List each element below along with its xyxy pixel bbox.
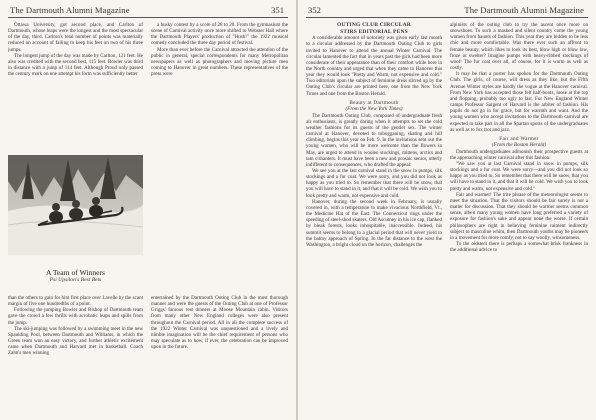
paragraph: Hanover, during the second week in February, is usually covered in, with a temperature to make vivacious Northfield, Vt., the Medicine Hat of the East. The Connecticut rings under the speeding of steel-shod skaters. Old Ascutney in his ice cap, flanked by bleak forests, looks inhospitable, inaccessible. Indeed, his summit seems to belong to a glacial period that will never yield to the balmy approach of Spring. In the far distance to the west the Washington, a bright cloud on the horizon, challenges the: [306, 198, 442, 248]
paragraph: More than ever before the Carnival attracted the attention of the public in general, special correspondents for many Metropolitan newspapers as well as photographers and moving picture men coming to Hanover in great numbers. These representatives of the press were: [151, 46, 288, 78]
caption-title: A Team of Winners: [46, 268, 105, 277]
paragraph: alpinists of the outing club to try the ascent once more on snowshoes. To such a masked and silent country come the young women from haunts of fashion. This year they are bidden to be less chic and more comfortable. Was there ever such an affront to female beauty, which likes to look its best, blow high or blow low, froze or swelter? Imagine pumps with heavy-ribbed stockings of wool! The fur coat over all, of course, for it is warm as well as costly.: [450, 22, 588, 72]
paragraph: It may be that a poster has spoken for the Dartmouth Outing Club. The girls, of course, will dress as they like, but the Fifth Avenue Winter styles are hardly the vogue at the Hanover carnival. From New York has accepted those felt half-boots, loose at the top and flopping, probably too ugly to last. For New England Winter camps Professor Sargent of Harvard is the arbiter of fashion. His pupils do not go in for grace, but for warmth and want. And the young women who accept invitations to the Dartmouth carnival are expected to take part in all the Spartan sports of the undergraduates as well as to fox trot and jazz.: [450, 71, 588, 133]
right-col2: [450, 22, 588, 416]
right-page-number: 352: [308, 5, 321, 15]
paragraph: Ottawa University, got second place, and Carlton of Dartmouth, whose leaps were the longest and the most spectacular of the day, third. Carlton's total number of points was materially reduced on account of failing to keep his feet on two of his three jumps.: [8, 22, 143, 53]
left-col1-top: [8, 22, 143, 150]
paragraph: Dartmouth undergraduates admonish their prospective guests at the approaching winter carnival after this fashion:: [450, 148, 588, 161]
left-col2-top: [151, 22, 288, 150]
paragraph: The Dartmouth Outing Club, composed of undergraduate fresh air enthusiasts, is greatly daring when it attempts to set the cold weather fashions for its guests of the gentler sex. The winter carnival at Hanover, devoted to tobogganing, skating and hill climbing, begins this year on Feb. 9. In the invitations sent out the young women, who will be more welcome than the flowers in May, are urged to attend in woolen stockings, mittens, arctics and tam o'shanters. It must have been a new and prosaic senior, utterly indifferent to consequences, who drafted the appeal:: [306, 112, 442, 168]
paragraph: We see you at the last carnival stand in the snow in pumps, silk stockings and a fur coat. We were sorry, and you did not look as happy as you tried to. So remember that there will be snow, that you will have to stand in it, and that it will be cold. We wish you to look pretty and warm, not expensive and cold.: [306, 167, 442, 199]
photo-caption: [8, 268, 143, 284]
paragraph: The longest jump of the day was made by Carlton, 121 feet. He also was credited with the second best, 115 feet. Bowler was third in distance with a jump of 114 feet. Although Proud only passed the century mark on one attempt his form was sufficiently better: [8, 52, 143, 78]
article-subheading: STIRS EDITORIAL PENS: [340, 28, 408, 35]
paragraph: entertained by the Dartmouth Outing Club in the most thorough manner and were the guests of the Outing Club at one of Professor Griggs' famous rest dinners at Moose Mountain cabin. Visitors from many other New England colleges were also present throughout the Carnival period. All in all the complete success of the 1922 Winter Carnival was unquestioned and a lively and nimble imagination will be the chief requirement of persons who may speculate as to how, if ever, the celebration can be improved upon in the future.: [151, 295, 288, 351]
right-running-title: The Dartmouth Alumni Magazine: [464, 5, 584, 15]
left-running-title: The Dartmouth Alumni Magazine: [10, 5, 130, 15]
paragraph: A considerable amount of notoriety was given early last month to a circular addressed by the Dartmouth Outing Club to girls invited to Hanover to attend the annual Winter Carnival. The circular lamented the fact that in years past the girls had been more considerate of their appearance than of their comfort while here in the North country and urged that when they came to Hanover this year they would look "Pretty and Warm, not expensive and cold." Two editorials upon the subject of feminine dress stirred up by the Outing Club's circular are printed here, one from the New York Times and one from the Boston Herald.: [306, 35, 442, 97]
paragraph: than the others to gain for him first place over Lavelle by the scant margin of five one hundredths of a point.: [8, 295, 143, 308]
left-page-number: 351: [271, 5, 284, 15]
toboggan-photograph: [8, 155, 143, 255]
right-header-rule: [306, 17, 588, 18]
section-source: (From the Boston Herald): [491, 142, 547, 149]
section-title: Fair and Warmer: [499, 135, 539, 142]
section-source: (From the New York Times): [345, 106, 403, 113]
left-header-rule: [8, 17, 288, 18]
left-col2-bottom: [151, 295, 288, 415]
section-title: Beauty at Dartmouth: [349, 99, 399, 106]
caption-subtitle: Psi Upsilon's Best Bets: [49, 277, 102, 283]
paragraph: Following the jumping Bowler and Bishop of Dartmouth team gave the crowd a few thrills with acrobatic leaps and spills from the jump.: [8, 307, 143, 326]
right-page-header: [306, 5, 588, 17]
left-page: [0, 0, 296, 420]
left-page-header: [8, 5, 288, 17]
paragraph: The ski-jumping was followed by a swimming meet in the new Spaulding Pool, between Dartmouth and Williams, in which the Green team won an easy victory, and further athletic excitement came when Dartmouth and Harvard met in basketball. Coach Zahn's men winning: [8, 325, 143, 357]
left-col1-bottom: [8, 295, 143, 415]
article-heading: OUTING CLUB CIRCULAR: [337, 22, 411, 28]
right-page: [298, 0, 596, 420]
paragraph: a husky contest by a score of 28 to 20. From the gymnasium the scene of Carnival activity once more shifted to Webster Hall where the Dartmouth Players' production of "Hush!" the 1922 musical comedy concluded the three day period of festival.: [151, 22, 288, 47]
photo-illustration: [8, 155, 143, 255]
paragraph: "We saw you at last Carnival stand in snow in pumps, silk stockings and a fur coat. We were sorry—and you did not look so happy as you tried to. So remember that there will be snow, that you will have to stand in it, and that it will be cold. We wish you to look pretty and warm, not expensive and cold.": [450, 160, 588, 192]
right-col1: [306, 22, 442, 416]
paragraph: To the oldsters there is perhaps a somewhat brisk frankness in the additional advice to: [450, 240, 588, 254]
paragraph: Fair and warmer! The trite phrase of the meteorologist seems to meet the situation. That the visitors should be fair surely is not a matter for discussion. That they should be warmer seems common sense, albeit many young women have long preferred a variety of exposure for fashion's sake and appear none the worse. If certain philosophers are right in believing feminine raiment indirectly subject to masculine whim, then Dartmouth youths may be pioneers in a movement for more comfy, not to say woolly, winsomeness.: [450, 191, 588, 241]
